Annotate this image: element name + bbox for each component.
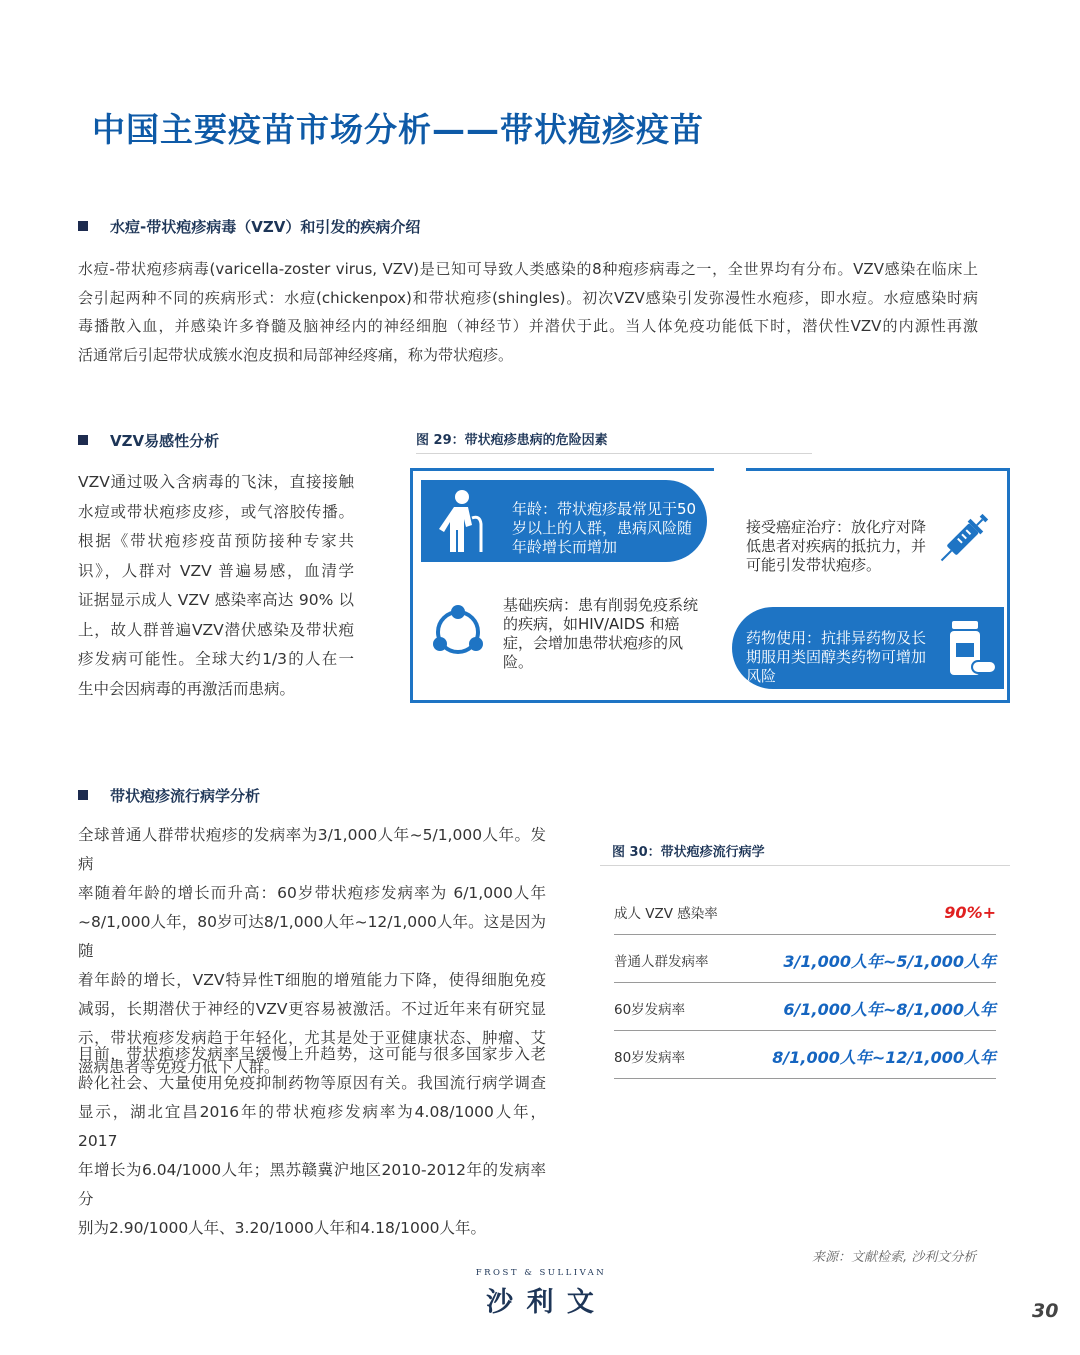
paragraph-line: 别为2.90/1000人年、3.20/1000人年和4.18/1000人年。 — [78, 1219, 487, 1237]
table-row — [614, 1034, 996, 1079]
table-row — [614, 986, 996, 1031]
section3-paragraph-2 — [78, 1040, 546, 1243]
table-row — [614, 890, 996, 935]
paragraph-line: 生中会因病毒的再激活而患病。 — [78, 679, 296, 698]
drug-use-factor-text: 药物使用：抗排异药物及长期服用类固醇类药物可增加风险 — [746, 629, 927, 685]
paragraph-line: 疹发病可能性。全球大约1/3的人在一 — [78, 650, 354, 668]
paragraph-line: 水痘-带状疱疹病毒(varicella-zoster virus, VZV)是已知可导致人类感染的8种疱疹病毒之一，全世界均有分布。VZV感染在临床上 — [78, 260, 978, 278]
bullet-square-icon — [78, 221, 88, 231]
row-value: 3/1,000人年~5/1,000人年 — [783, 951, 996, 971]
section-heading-text: 水痘-带状疱疹病毒（VZV）和引发的疾病介绍 — [110, 218, 421, 236]
figure30-caption-rule — [600, 865, 1010, 866]
figure29-caption-rule — [416, 453, 812, 454]
paragraph-line: 目前，带状疱疹发病率呈缓慢上升趋势，这可能与很多国家步入老 — [78, 1045, 546, 1063]
paragraph-line: 全球普通人群带状疱疹的发病率为3/1,000人年~5/1,000人年。发病 — [78, 826, 546, 873]
paragraph-line: 龄化社会、大量使用免疫抑制药物等原因有关。我国流行病学调查 — [78, 1074, 546, 1092]
paragraph-line: 着年龄的增长，VZV特异性T细胞的增殖能力下降，使得细胞免疫 — [78, 971, 546, 989]
section2-paragraph — [78, 468, 354, 704]
risk-factors-infographic — [410, 468, 1010, 703]
paragraph-line: 示，带状疱疹发病趋于年轻化，尤其是处于亚健康状态、肿瘤、艾 — [78, 1029, 546, 1047]
paragraph-line: 活通常后引起带状成簇水泡皮损和局部神经疼痛，称为带状疱疹。 — [78, 345, 514, 364]
paragraph-line: 滋病患者等免疫力低下人群。 — [78, 1058, 280, 1076]
paragraph-line: ~8/1,000人年，80岁可达8/1,000人年~12/1,000人年。这是因为随 — [78, 913, 546, 960]
row-label: 60岁发病率 — [614, 1002, 686, 1018]
bullet-square-icon — [78, 435, 88, 445]
syringe-icon — [930, 508, 994, 572]
paragraph-line: 毒播散入血，并感染许多脊髓及脑神经内的神经细胞（神经节）并潜伏于此。当人体免疫功能低下时，潜伏性VZV的内源性再激 — [78, 317, 978, 335]
table-row — [614, 938, 996, 983]
age-factor-text: 年龄：带状疱疹最常见于50岁以上的人群，患病风险随年龄增长而增加 — [512, 500, 697, 556]
row-label: 普通人群发病率 — [614, 954, 709, 970]
paragraph-line: 会引起两种不同的疾病形式：水痘(chickenpox)和带状疱疹(shingles)。初次VZV感染引发弥漫性水疱疹，即水痘。水痘感染时病 — [78, 288, 978, 307]
section-heading-text: VZV易感性分析 — [110, 432, 220, 450]
paragraph-line: VZV通过吸入含病毒的飞沫，直接接触 — [78, 473, 354, 491]
paragraph-line: 水痘或带状疱疹皮疹，或气溶胶传播。 — [78, 502, 354, 521]
logo-brand-cn: 沙 利 文 — [486, 1287, 596, 1318]
paragraph-line: 上，故人群普遍VZV潜伏感染及带状疱 — [78, 620, 354, 639]
paragraph-line: 减弱，长期潜伏于神经的VZV更容易被激活。不过近年来有研究显 — [78, 1000, 546, 1018]
paragraph-line: 显示，湖北宜昌2016年的带状疱疹发病率为4.08/1000人年，2017 — [78, 1103, 546, 1150]
row-value: 90%+ — [944, 902, 996, 922]
logo-brand-en: FROST & SULLIVAN — [475, 1268, 607, 1278]
paragraph-line: 根据《带状疱疹疫苗预防接种专家共 — [78, 532, 354, 550]
frame-top-right — [746, 468, 1010, 471]
company-logo — [470, 1268, 612, 1319]
paragraph-line: 证据显示成人 VZV 感染率高达 90% 以 — [78, 591, 354, 609]
drug-use-card — [732, 607, 1004, 689]
medicine-bottle-icon — [940, 615, 1004, 681]
section-heading-text: 带状疱疹流行病学分析 — [110, 787, 261, 805]
row-label: 成人 VZV 感染率 — [614, 906, 718, 922]
cancer-treatment-factor-text: 接受癌症治疗：放化疗对降低患者对疾病的抵抗力，并可能引发带状疱疹。 — [746, 518, 927, 574]
row-label: 80岁发病率 — [614, 1050, 686, 1066]
page-number: 30 — [1032, 1300, 1059, 1322]
row-value: 8/1,000人年~12/1,000人年 — [772, 1047, 996, 1067]
page-title: 中国主要疫苗市场分析——带状疱疹疫苗 — [92, 110, 704, 149]
figure29-caption: 图 29：带状疱疹患病的危险因素 — [416, 433, 608, 448]
section-heading-epidemiology — [78, 785, 260, 806]
elderly-person-icon — [431, 486, 501, 556]
network-icon — [426, 600, 490, 664]
section-heading-susceptibility — [78, 430, 219, 451]
figure30-caption: 图 30：带状疱疹流行病学 — [612, 845, 765, 860]
paragraph-line: 率随着年龄的增长而升高：60岁带状疱疹发病率为 6/1,000人年 — [78, 884, 546, 902]
section-heading-vzv-intro — [78, 216, 420, 237]
age-factor-card — [421, 480, 707, 562]
row-value: 6/1,000人年~8/1,000人年 — [783, 999, 996, 1019]
section1-paragraph — [78, 255, 978, 369]
source-note: 来源：文献检索, 沙利文分析 — [812, 1250, 977, 1265]
paragraph-line: 识》，人群对 VZV 普遍易感，血清学 — [78, 561, 354, 580]
underlying-disease-factor-text: 基础疾病：患有削弱免疫系统的疾病，如HIV/AIDS 和癌症，会增加患带状疱疹的风险。 — [503, 596, 699, 671]
frame-top-left — [410, 468, 714, 471]
bullet-square-icon — [78, 790, 88, 800]
paragraph-line: 年增长为6.04/1000人年；黑苏赣冀沪地区2010-2012年的发病率分 — [78, 1161, 546, 1208]
